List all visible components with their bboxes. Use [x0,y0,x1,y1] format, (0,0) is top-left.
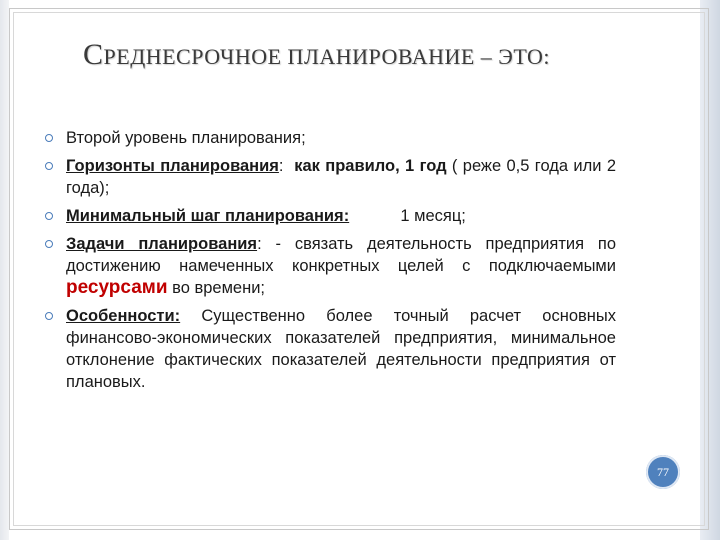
bullet-text: - связать деятельность предприятия по достижению намеченных конкретных целей с подключаемыми [66,235,616,275]
bullet-colon: : [257,235,262,253]
bullet-item-4 [44,233,616,299]
bullet-ring-icon [45,312,53,320]
bullet-text-after: во времени; [172,279,266,297]
bullet-value: как правило, 1 год [294,157,447,175]
bullet-ring-icon [45,212,53,220]
slide-title [83,38,643,72]
bullet-label: Особенности: [66,307,181,325]
bullet-item-3 [44,205,616,227]
bullet-label: Минимальный шаг планирования: [66,207,350,225]
bullet-item-2 [44,155,616,199]
bullet-text: Второй уровень планирования; [66,129,306,147]
bullet-item-5 [44,305,616,393]
bullet-ring-icon [45,134,53,142]
bullet-ring-icon [45,240,53,248]
title-first-letter: С [83,38,104,71]
title-rest: РЕДНЕСРОЧНОЕ ПЛАНИРОВАНИЕ – ЭТО: [103,44,550,69]
left-decor-band [0,0,9,540]
bullet-ring-icon [45,162,53,170]
bullet-list [44,127,616,399]
bullet-colon: : [278,157,284,175]
bullet-item-1 [44,127,616,149]
page-number-badge: 77 [646,455,680,489]
bullet-rest: ( реже 0,5 года или 2 года); [66,157,616,197]
bullet-value: 1 месяц; [400,207,466,225]
highlight-word: ресурсами [66,277,168,298]
bullet-text: Существенно более точный расчет основных финансово-экономических показателей предприятия, минимальное отклонение фактических показателей деятельности предприятия от плановых. [66,307,616,391]
bullet-label: Задачи планирования [66,235,258,253]
bullet-label: Горизонты планирования [66,157,279,175]
